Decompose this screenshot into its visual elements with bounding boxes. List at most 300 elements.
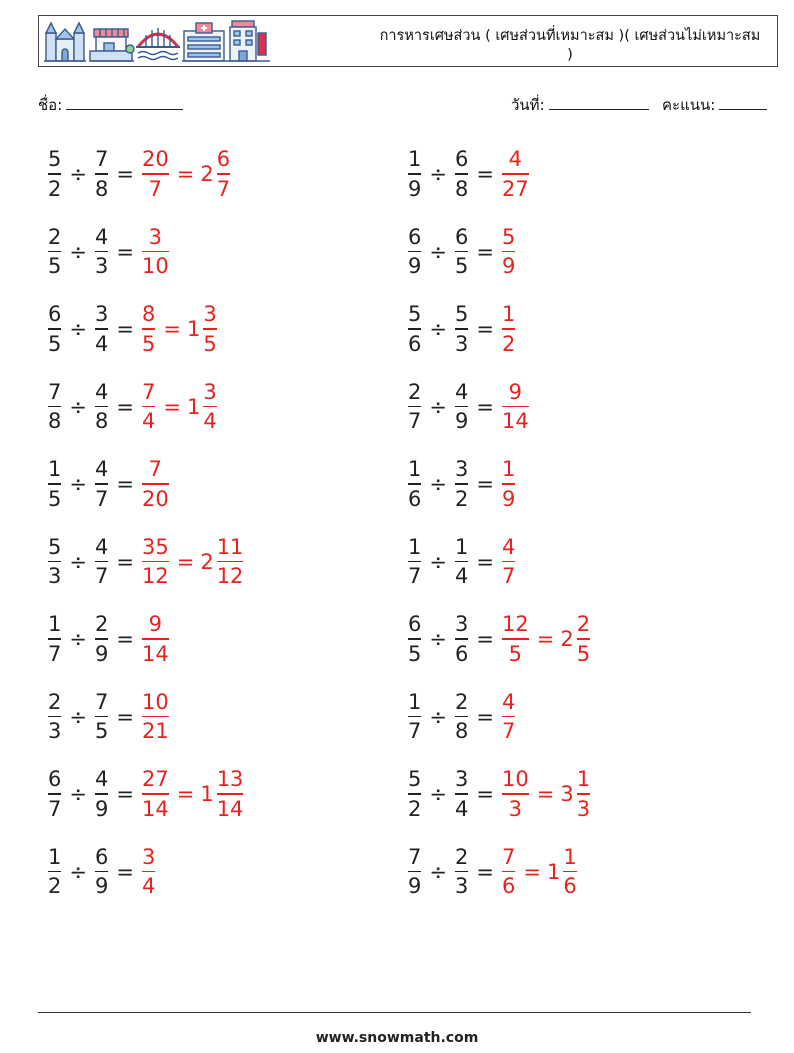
mixed-fraction (217, 535, 244, 589)
dividend-fraction-numerator: 1 (48, 457, 62, 482)
dividend-fraction (408, 457, 421, 511)
divisor-fraction-denominator: 3 (454, 331, 469, 356)
divide-sign: ÷ (69, 239, 87, 264)
equals-sign: = (476, 317, 494, 341)
date-label: วันที่: (511, 96, 545, 114)
divide-sign: ÷ (69, 549, 87, 574)
mixed-equals-sign: = (163, 394, 181, 419)
dividend-fraction-bar (48, 406, 61, 408)
problem-item (46, 377, 219, 437)
dividend-fraction-numerator: 5 (408, 767, 422, 792)
answer-fraction (502, 690, 515, 744)
divisor-fraction-numerator: 4 (94, 767, 109, 792)
mixed-fraction (217, 767, 244, 821)
dividend-fraction-bar (408, 716, 421, 718)
answer-fraction (502, 457, 515, 511)
problem-item (46, 842, 157, 902)
problem-item (406, 609, 592, 669)
mixed-fraction-denominator: 5 (576, 641, 591, 666)
equals-sign: = (476, 627, 494, 651)
problem-item (406, 299, 517, 359)
answer-fraction-bar (502, 871, 515, 873)
answer-fraction-bar (142, 173, 169, 175)
answer-fraction-denominator: 20 (141, 486, 169, 511)
dividend-fraction-bar (408, 406, 421, 408)
dividend-fraction-numerator: 2 (408, 379, 422, 404)
answer-fraction-bar (502, 406, 529, 408)
divide-sign: ÷ (429, 317, 447, 341)
dividend-fraction-denominator: 5 (48, 486, 62, 511)
mixed-fraction-numerator: 6 (216, 147, 231, 172)
dividend-fraction-denominator: 9 (408, 874, 422, 899)
answer-fraction (142, 457, 169, 511)
divisor-fraction-denominator: 4 (454, 564, 469, 589)
divisor-fraction-denominator: 9 (94, 796, 109, 821)
equals-sign: = (476, 394, 494, 419)
answer-fraction-denominator: 4 (141, 874, 156, 899)
answer-fraction (502, 767, 529, 821)
equals-sign: = (116, 549, 134, 574)
answer-fraction-bar (142, 638, 169, 640)
divisor-fraction-denominator: 8 (94, 176, 109, 201)
answer-fraction-numerator: 7 (141, 379, 156, 404)
divisor-fraction-bar (95, 483, 108, 485)
answer-fraction-denominator: 7 (501, 564, 516, 589)
dividend-fraction-numerator: 6 (48, 302, 62, 327)
mixed-fraction (203, 380, 216, 434)
dividend-fraction (48, 845, 61, 899)
equals-sign: = (116, 394, 134, 419)
score-field[interactable] (662, 93, 767, 117)
dividend-fraction-bar (408, 871, 421, 873)
equals-sign: = (116, 472, 134, 496)
dividend-fraction-denominator: 2 (48, 176, 62, 201)
dividend-fraction-bar (48, 716, 61, 718)
dividend-fraction-numerator: 1 (48, 844, 62, 869)
divisor-fraction (95, 302, 108, 356)
divisor-fraction-numerator: 3 (454, 612, 469, 637)
dividend-fraction-numerator: 1 (48, 612, 62, 637)
divisor-fraction (95, 380, 108, 434)
divisor-fraction-numerator: 4 (454, 379, 469, 404)
mixed-fraction-bar (577, 638, 590, 640)
answer-fraction (502, 225, 515, 279)
worksheet-title: การหารเศษส่วน ( เศษส่วนที่เหมาะสม )( เศษส่วนไม่เหมาะสม ) (379, 28, 761, 63)
answer-fraction-denominator: 14 (141, 641, 169, 666)
answer-fraction (142, 690, 169, 744)
dividend-fraction-bar (408, 638, 421, 640)
mixed-equals-sign: = (536, 782, 555, 806)
answer-fraction-numerator: 8 (141, 302, 156, 327)
divisor-fraction-denominator: 2 (454, 486, 469, 511)
divisor-fraction-bar (95, 173, 108, 175)
mixed-fraction-numerator: 13 (216, 767, 244, 792)
dividend-fraction-denominator: 5 (408, 641, 422, 666)
answer-fraction-bar (142, 793, 169, 795)
divisor-fraction-bar (455, 561, 468, 563)
divisor-fraction-bar (95, 638, 108, 640)
equals-sign: = (476, 162, 494, 186)
mixed-fraction-bar (217, 173, 230, 175)
divisor-fraction-denominator: 6 (454, 641, 469, 666)
dividend-fraction (408, 147, 421, 201)
equals-sign: = (116, 704, 134, 729)
divisor-fraction-numerator: 2 (454, 844, 469, 869)
answer-fraction-denominator: 10 (141, 254, 169, 279)
dividend-fraction-numerator: 2 (48, 689, 62, 714)
divide-sign: ÷ (429, 162, 447, 186)
equals-sign: = (476, 782, 494, 806)
mixed-whole-number: 1 (200, 782, 214, 806)
answer-fraction-numerator: 27 (141, 767, 169, 792)
answer-fraction-bar (502, 328, 515, 330)
dividend-fraction-bar (48, 793, 61, 795)
problem-item (46, 609, 171, 669)
divisor-fraction-numerator: 7 (94, 689, 109, 714)
equals-sign: = (476, 859, 494, 884)
divide-sign: ÷ (69, 162, 87, 186)
divisor-fraction-denominator: 7 (94, 564, 109, 589)
mixed-fraction-numerator: 3 (203, 379, 217, 404)
dividend-fraction-numerator: 5 (48, 534, 62, 559)
divisor-fraction (455, 147, 468, 201)
problem-item (406, 842, 579, 902)
dividend-fraction-numerator: 1 (408, 147, 422, 172)
worksheet-header (38, 15, 778, 67)
dividend-fraction-bar (48, 251, 61, 253)
mixed-equals-sign: = (536, 627, 555, 651)
mixed-whole-number: 1 (186, 317, 201, 341)
mixed-fraction-denominator: 3 (576, 796, 591, 821)
problem-item (406, 532, 517, 592)
divisor-fraction (95, 767, 108, 821)
divisor-fraction-denominator: 8 (454, 176, 469, 201)
problem-item (406, 144, 531, 204)
dividend-fraction-bar (408, 793, 421, 795)
answer-fraction-denominator: 5 (141, 331, 156, 356)
equals-sign: = (116, 239, 134, 264)
answer-fraction (142, 147, 169, 201)
mixed-fraction-bar (577, 793, 590, 795)
dividend-fraction-denominator: 5 (48, 331, 62, 356)
dividend-fraction-denominator: 7 (48, 796, 62, 821)
mixed-fraction-numerator: 1 (576, 767, 591, 792)
dividend-fraction (408, 767, 421, 821)
divisor-fraction-bar (455, 406, 468, 408)
mixed-whole-number: 2 (200, 162, 214, 186)
answer-fraction-denominator: 14 (501, 409, 529, 434)
date-blank-line[interactable] (549, 95, 649, 110)
divisor-fraction-denominator: 9 (94, 874, 109, 899)
answer-fraction (142, 612, 169, 666)
answer-fraction-denominator: 4 (141, 409, 156, 434)
bridge-icon (136, 28, 180, 60)
mixed-fraction-bar (203, 406, 216, 408)
problem-item (46, 222, 171, 282)
dividend-fraction (48, 147, 61, 201)
answer-fraction-numerator: 1 (501, 457, 516, 482)
mixed-whole-number: 3 (560, 782, 574, 806)
footer-divider (38, 1012, 751, 1013)
dividend-fraction-numerator: 6 (408, 612, 422, 637)
answer-fraction-numerator: 9 (508, 379, 523, 404)
dividend-fraction-denominator: 3 (48, 719, 62, 744)
answer-fraction-bar (502, 173, 529, 175)
divisor-fraction (455, 767, 468, 821)
divide-sign: ÷ (69, 704, 87, 729)
divisor-fraction-bar (95, 716, 108, 718)
divisor-fraction-bar (95, 561, 108, 563)
dividend-fraction-bar (408, 483, 421, 485)
mixed-equals-sign: = (176, 162, 195, 186)
answer-fraction (142, 845, 155, 899)
divide-sign: ÷ (429, 472, 447, 496)
answer-fraction (502, 612, 529, 666)
divisor-fraction (95, 535, 108, 589)
equals-sign: = (476, 549, 494, 574)
divide-sign: ÷ (69, 472, 87, 496)
dividend-fraction (408, 690, 421, 744)
dividend-fraction-bar (408, 561, 421, 563)
answer-fraction-bar (142, 328, 155, 330)
mixed-fraction-bar (217, 793, 244, 795)
answer-fraction-numerator: 5 (501, 224, 516, 249)
divisor-fraction-bar (95, 871, 108, 873)
dividend-fraction (48, 302, 61, 356)
dividend-fraction-denominator: 7 (408, 564, 422, 589)
answer-fraction (142, 535, 169, 589)
dividend-fraction-denominator: 7 (408, 719, 422, 744)
divisor-fraction (95, 225, 108, 279)
answer-fraction-numerator: 9 (148, 612, 163, 637)
divisor-fraction-numerator: 4 (94, 457, 109, 482)
mixed-fraction-bar (563, 871, 576, 873)
answer-fraction-denominator: 7 (148, 176, 163, 201)
dividend-fraction-denominator: 7 (48, 641, 62, 666)
divisor-fraction-denominator: 8 (94, 409, 109, 434)
name-blank-line[interactable] (66, 95, 183, 110)
answer-fraction-denominator: 21 (141, 719, 169, 744)
answer-fraction-denominator: 14 (141, 796, 169, 821)
divisor-fraction-bar (95, 793, 108, 795)
divisor-fraction-denominator: 5 (454, 254, 469, 279)
equals-sign: = (116, 859, 134, 884)
dividend-fraction-bar (408, 251, 421, 253)
problem-item (406, 222, 517, 282)
divisor-fraction (455, 302, 468, 356)
mixed-equals-sign: = (176, 782, 195, 806)
name-label: ชื่อ: (38, 96, 63, 114)
divide-sign: ÷ (69, 317, 87, 341)
mixed-equals-sign: = (163, 317, 181, 341)
answer-fraction-numerator: 4 (501, 689, 516, 714)
divisor-fraction-numerator: 4 (94, 379, 109, 404)
divisor-fraction (455, 690, 468, 744)
problem-item (46, 299, 219, 359)
problem-item (46, 144, 232, 204)
dividend-fraction (48, 380, 61, 434)
mixed-fraction (577, 612, 590, 666)
mixed-fraction-denominator: 5 (203, 331, 217, 356)
dividend-fraction-denominator: 2 (48, 874, 62, 899)
dividend-fraction-bar (48, 638, 61, 640)
answer-fraction (502, 380, 529, 434)
dividend-fraction-bar (48, 483, 61, 485)
dividend-fraction-denominator: 9 (408, 176, 422, 201)
answer-fraction-bar (502, 716, 515, 718)
mixed-equals-sign: = (523, 859, 541, 884)
divisor-fraction-bar (95, 328, 108, 330)
divisor-fraction-numerator: 7 (94, 147, 109, 172)
divisor-fraction (95, 147, 108, 201)
divisor-fraction-numerator: 6 (454, 224, 469, 249)
answer-fraction-denominator: 12 (141, 564, 169, 589)
hospital-icon (182, 23, 226, 61)
divisor-fraction-numerator: 3 (94, 302, 109, 327)
divisor-fraction (455, 225, 468, 279)
answer-fraction-numerator: 10 (141, 689, 169, 714)
answer-fraction-bar (502, 561, 515, 563)
dividend-fraction-bar (408, 173, 421, 175)
divisor-fraction-numerator: 3 (454, 767, 469, 792)
divisor-fraction-numerator: 6 (454, 147, 469, 172)
dividend-fraction (408, 380, 421, 434)
divide-sign: ÷ (69, 394, 87, 419)
mixed-whole-number: 1 (546, 859, 561, 884)
divisor-fraction-denominator: 3 (454, 874, 469, 899)
mixed-fraction (563, 845, 576, 899)
divisor-fraction-numerator: 4 (94, 224, 109, 249)
dividend-fraction (48, 225, 61, 279)
mixed-fraction-denominator: 12 (216, 564, 244, 589)
problem-item (406, 687, 517, 747)
mixed-whole-number: 2 (200, 549, 214, 574)
dividend-fraction-bar (48, 328, 61, 330)
divisor-fraction-denominator: 9 (454, 409, 469, 434)
divisor-fraction-bar (455, 793, 468, 795)
problem-item (406, 377, 531, 437)
dividend-fraction-bar (408, 328, 421, 330)
mixed-fraction-bar (203, 328, 216, 330)
divisor-fraction (95, 612, 108, 666)
score-label: คะแนน: (662, 96, 716, 114)
divide-sign: ÷ (69, 859, 87, 884)
divisor-fraction-denominator: 7 (94, 486, 109, 511)
answer-fraction-bar (502, 483, 515, 485)
divisor-fraction (455, 457, 468, 511)
mixed-fraction-denominator: 7 (216, 176, 231, 201)
equals-sign: = (116, 317, 134, 341)
divisor-fraction-bar (455, 328, 468, 330)
problem-item (406, 454, 517, 514)
divisor-fraction (455, 612, 468, 666)
mixed-fraction-denominator: 14 (216, 796, 244, 821)
answer-fraction (142, 767, 169, 821)
mixed-fraction-denominator: 6 (563, 874, 577, 899)
dividend-fraction (408, 225, 421, 279)
answer-fraction-numerator: 20 (141, 147, 169, 172)
divisor-fraction (455, 380, 468, 434)
answer-fraction-bar (502, 793, 529, 795)
dividend-fraction-numerator: 6 (408, 224, 422, 249)
dividend-fraction (48, 612, 61, 666)
answer-fraction-numerator: 3 (148, 224, 163, 249)
mixed-whole-number: 1 (186, 394, 201, 419)
dividend-fraction (48, 535, 61, 589)
mixed-fraction-numerator: 1 (563, 844, 577, 869)
dividend-fraction (48, 767, 61, 821)
problem-item (46, 687, 171, 747)
answer-fraction-numerator: 35 (141, 534, 169, 559)
divide-sign: ÷ (429, 239, 447, 264)
dividend-fraction (48, 690, 61, 744)
equals-sign: = (116, 162, 134, 186)
divisor-fraction (95, 690, 108, 744)
answer-fraction-denominator: 6 (501, 874, 516, 899)
answer-fraction (502, 302, 515, 356)
answer-fraction-denominator: 9 (501, 486, 516, 511)
dividend-fraction (408, 845, 421, 899)
dividend-fraction-numerator: 7 (48, 379, 62, 404)
divide-sign: ÷ (429, 394, 447, 419)
dividend-fraction-denominator: 6 (408, 486, 422, 511)
dividend-fraction-bar (48, 871, 61, 873)
divisor-fraction (95, 845, 108, 899)
dividend-fraction-denominator: 9 (408, 254, 422, 279)
divisor-fraction-numerator: 5 (454, 302, 469, 327)
dividend-fraction-numerator: 6 (48, 767, 62, 792)
divisor-fraction-numerator: 1 (454, 534, 469, 559)
answer-fraction-bar (142, 716, 169, 718)
answer-fraction-numerator: 3 (141, 844, 156, 869)
answer-fraction-bar (502, 251, 515, 253)
mixed-fraction-denominator: 4 (203, 409, 217, 434)
divide-sign: ÷ (429, 782, 447, 806)
divisor-fraction-denominator: 5 (94, 719, 109, 744)
divide-sign: ÷ (429, 859, 447, 884)
answer-fraction-bar (142, 251, 169, 253)
date-field[interactable] (511, 93, 649, 117)
dividend-fraction-numerator: 5 (48, 147, 62, 172)
problem-item (46, 764, 245, 824)
dividend-fraction-numerator: 1 (408, 457, 422, 482)
mixed-fraction-numerator: 2 (576, 612, 591, 637)
answer-fraction (142, 302, 155, 356)
equals-sign: = (116, 782, 134, 806)
answer-fraction (502, 845, 515, 899)
divisor-fraction-bar (95, 251, 108, 253)
problem-item (46, 454, 171, 514)
name-field[interactable] (38, 93, 183, 117)
mixed-fraction-numerator: 11 (216, 534, 244, 559)
hotel-icon (226, 21, 270, 61)
divide-sign: ÷ (429, 549, 447, 574)
divisor-fraction-bar (455, 251, 468, 253)
answer-fraction-denominator: 5 (508, 641, 523, 666)
answer-fraction (142, 225, 169, 279)
church-icon (44, 23, 86, 61)
divisor-fraction-denominator: 9 (94, 641, 109, 666)
divisor-fraction-bar (455, 871, 468, 873)
score-blank-line[interactable] (719, 95, 767, 110)
answer-fraction-bar (502, 638, 529, 640)
answer-fraction (142, 380, 155, 434)
dividend-fraction (408, 535, 421, 589)
divisor-fraction-denominator: 8 (454, 719, 469, 744)
divisor-fraction-numerator: 3 (454, 457, 469, 482)
answer-fraction-denominator: 7 (501, 719, 516, 744)
dividend-fraction-numerator: 7 (408, 844, 422, 869)
